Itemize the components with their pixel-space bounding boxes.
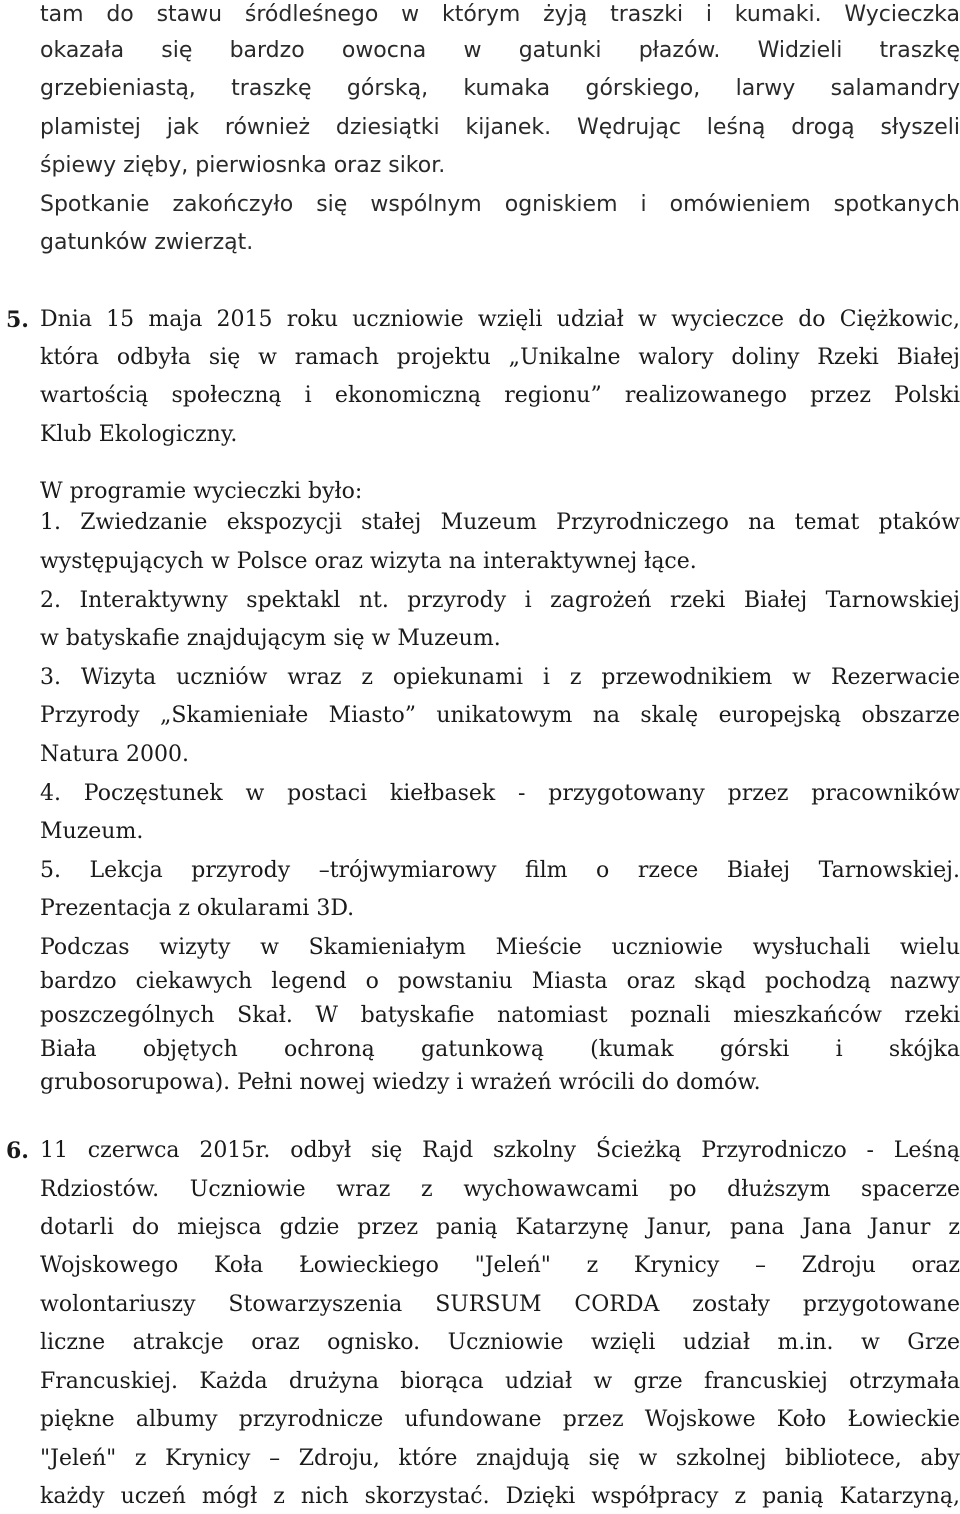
text-line: Natura 2000. bbox=[40, 742, 189, 767]
text-line: poszczególnych Skał. W batyskafie natomiast poznali mieszkańców rzeki bbox=[40, 1003, 960, 1028]
text-line: która odbyła się w ramach projektu „Unikalne walory doliny Rzeki Białej bbox=[40, 345, 960, 370]
text-line: śpiewy zięby, pierwiosnka oraz sikor. bbox=[40, 153, 446, 178]
text-line: Spotkanie zakończyło się wspólnym ogniskiem i omówieniem spotkanych bbox=[40, 192, 960, 217]
text-line: Francuskiej. Każda drużyna biorąca udział w grze francuskiej otrzymała bbox=[40, 1369, 960, 1394]
text-line: "Jeleń" z Krynicy – Zdroju, które znajdują się w szkolnej bibliotece, aby bbox=[40, 1446, 960, 1471]
text-line: wartością społeczną i ekonomiczną regionu” realizowanego przez Polski bbox=[40, 383, 960, 408]
text-line: Klub Ekologiczny. bbox=[40, 422, 238, 447]
text-line: grzebieniastą, traszkę górską, kumaka górskiego, larwy salamandry bbox=[40, 76, 960, 101]
text-line: liczne atrakcje oraz ognisko. Uczniowie wzięli udział m.in. w Grze bbox=[40, 1330, 960, 1355]
text-line: Przyrody „Skamieniałe Miasto” unikatowym na skalę europejską obszarze bbox=[40, 703, 960, 728]
list-item: 5. Lekcja przyrody –trójwymiarowy film o rzece Białej Tarnowskiej. bbox=[40, 858, 960, 883]
text-line: dotarli do miejsca gdzie przez panią Katarzynę Janur, pana Jana Janur z bbox=[40, 1215, 960, 1240]
text-line: Rdziostów. Uczniowie wraz z wychowawcami po dłuższym spacerze bbox=[40, 1177, 960, 1202]
text-line: Muzeum. bbox=[40, 819, 144, 844]
program-heading: W programie wycieczki było: bbox=[40, 479, 363, 504]
text-line: plamistej jak również dziesiątki kijanek. Wędrując leśną drogą słyszeli bbox=[40, 115, 960, 140]
section-number: 5. bbox=[6, 307, 29, 333]
list-item: 2. Interaktywny spektakl nt. przyrody i zagrożeń rzeki Białej Tarnowskiej bbox=[40, 588, 960, 613]
text-line: Wojskowego Koła Łowieckiego "Jeleń" z Krynicy – Zdroju oraz bbox=[40, 1253, 960, 1278]
text-line: piękne albumy przyrodnicze ufundowane przez Wojskowe Koło Łowieckie bbox=[40, 1407, 960, 1432]
list-item: 4. Poczęstunek w postaci kiełbasek - przygotowany przez pracowników bbox=[40, 781, 960, 806]
section-number: 6. bbox=[6, 1138, 29, 1164]
text-line: bardzo ciekawych legend o powstaniu Miasta oraz skąd pochodzą nazwy bbox=[40, 969, 960, 994]
text-line: tam do stawu śródleśnego w którym żyją traszki i kumaki. Wycieczka bbox=[40, 2, 960, 27]
text-line: gatunków zwierząt. bbox=[40, 230, 254, 255]
text-line: grubosorupowa). Pełni nowej wiedzy i wrażeń wrócili do domów. bbox=[40, 1070, 761, 1095]
list-item: 3. Wizyta uczniów wraz z opiekunami i z przewodnikiem w Rezerwacie bbox=[40, 665, 960, 690]
text-line: Prezentacja z okularami 3D. bbox=[40, 896, 355, 921]
list-item: 1. Zwiedzanie ekspozycji stałej Muzeum Przyrodniczego na temat ptaków bbox=[40, 510, 960, 535]
text-line: Biała objętych ochroną gatunkową (kumak górski i skójka bbox=[40, 1037, 960, 1062]
text-line: w batyskafie znajdującym się w Muzeum. bbox=[40, 626, 501, 651]
text-line: Podczas wizyty w Skamieniałym Mieście uczniowie wysłuchali wielu bbox=[40, 935, 960, 960]
text-line: wolontariuszy Stowarzyszenia SURSUM CORDA zostały przygotowane bbox=[40, 1292, 960, 1317]
text-line: występujących w Polsce oraz wizyta na interaktywnej łące. bbox=[40, 549, 697, 574]
text-line: Dnia 15 maja 2015 roku uczniowie wzięli udział w wycieczce do Ciężkowic, bbox=[40, 307, 960, 332]
text-line: 11 czerwca 2015r. odbył się Rajd szkolny Ścieżką Przyrodniczo - Leśną bbox=[40, 1138, 960, 1163]
text-line: okazała się bardzo owocna w gatunki płazów. Widzieli traszkę bbox=[40, 38, 960, 63]
text-line: każdy uczeń mógł z nich skorzystać. Dzięki współpracy z panią Katarzyną, bbox=[40, 1484, 960, 1509]
